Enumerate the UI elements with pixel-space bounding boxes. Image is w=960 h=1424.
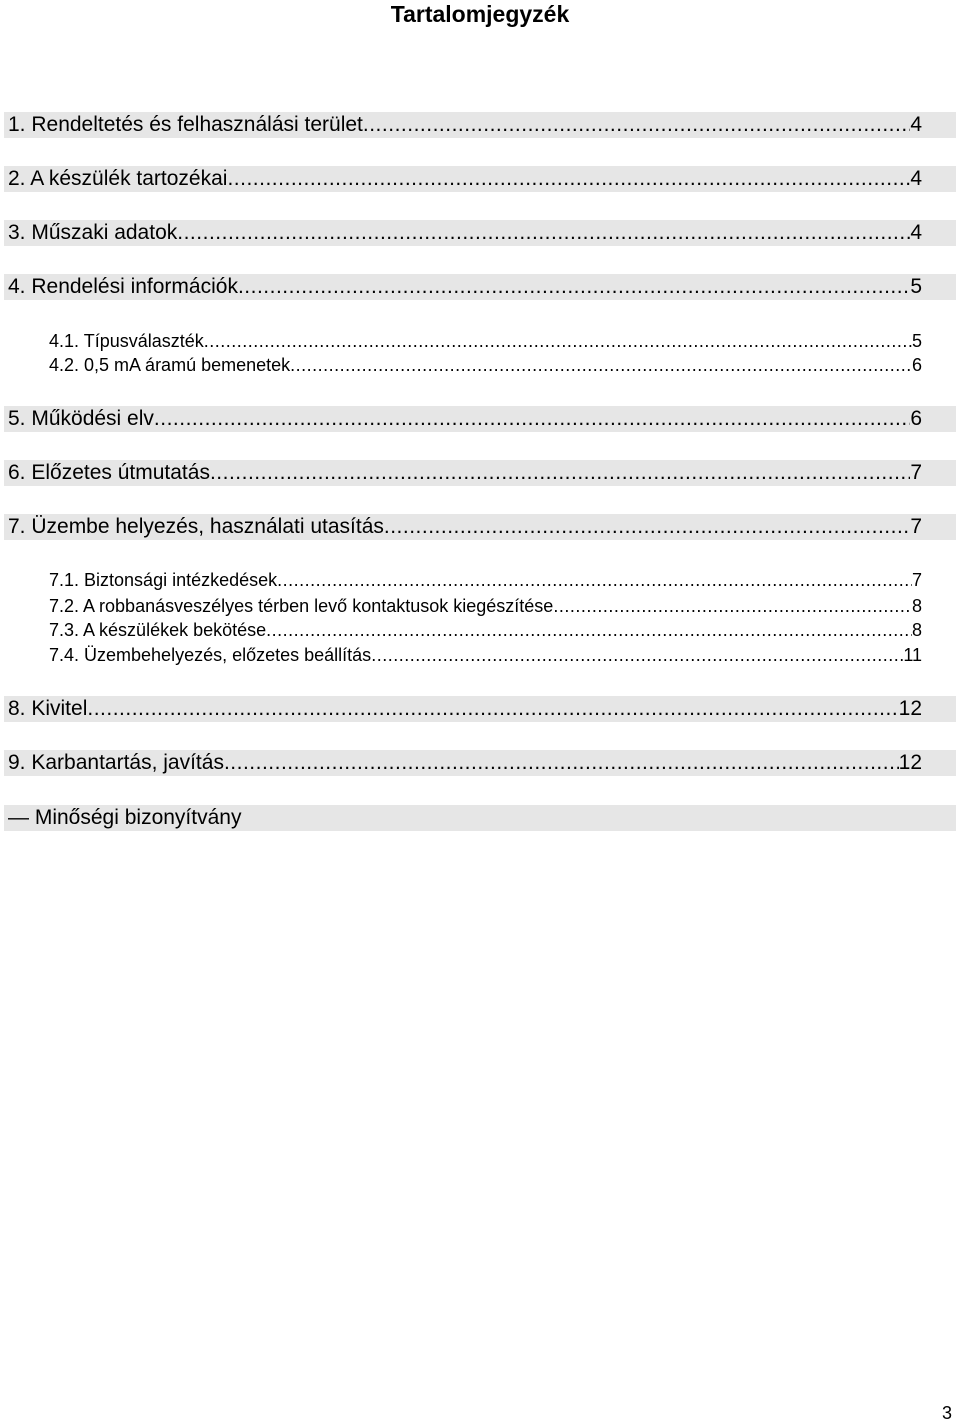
toc-entry-text: 7.2. A robbanásveszélyes térben levő kontaktusok kiegészítése <box>49 596 554 616</box>
page-number: 3 <box>941 1403 952 1423</box>
toc-entry-page: 4 <box>910 167 922 190</box>
toc-entry-page: 4 <box>910 221 922 244</box>
toc-entry-text: 7.3. A készülékek bekötése <box>49 620 267 640</box>
toc-entry[interactable] <box>4 569 956 591</box>
dot-leader <box>154 406 910 432</box>
toc-entry-page: 11 <box>903 645 922 665</box>
dot-leader <box>363 112 910 138</box>
dot-leader <box>227 166 910 192</box>
toc-entry-page: 6 <box>911 355 922 375</box>
toc-entry-page: 7 <box>910 461 922 484</box>
toc-entry-page: 4 <box>910 113 922 136</box>
dot-leader <box>224 750 899 776</box>
toc-entry-page: 12 <box>898 697 922 720</box>
toc-entry[interactable] <box>4 644 956 666</box>
toc-entry-page: 5 <box>911 331 922 351</box>
dot-leader <box>177 220 910 246</box>
toc-entry[interactable] <box>4 750 956 776</box>
dot-leader <box>204 330 912 352</box>
dot-leader <box>553 595 912 617</box>
toc-entry[interactable] <box>4 619 956 641</box>
toc-entry[interactable] <box>4 696 956 722</box>
toc-entry-page: 6 <box>910 407 922 430</box>
toc-entry-text: 3. Műszaki adatok <box>8 221 178 244</box>
dot-leader <box>238 274 910 300</box>
toc-entry-certificate[interactable] <box>4 805 956 831</box>
toc-entry[interactable] <box>4 166 956 192</box>
toc-entry-text: 4.1. Típusválaszték <box>49 331 204 351</box>
toc-entry-text: 7.1. Biztonsági intézkedések <box>49 570 278 590</box>
toc-entry-page: 8 <box>911 620 922 640</box>
toc-entry[interactable] <box>4 220 956 246</box>
toc-entry-text: 8. Kivitel <box>8 697 88 720</box>
toc-entry-text: 1. Rendeltetés és felhasználási terület <box>8 113 363 136</box>
dot-leader <box>277 569 912 591</box>
toc-entry[interactable] <box>4 330 956 352</box>
dot-leader <box>87 696 898 722</box>
toc-entry-text: 7.4. Üzembehelyezés, előzetes beállítás <box>49 645 372 665</box>
toc-entry-text: Minőségi bizonyítvány <box>34 806 242 829</box>
toc-entry[interactable] <box>4 514 956 540</box>
toc-entry[interactable] <box>4 406 956 432</box>
dot-leader <box>290 354 912 376</box>
toc-entry-page: 7 <box>910 515 922 538</box>
dot-leader <box>384 514 910 540</box>
toc-entry-text: 6. Előzetes útmutatás <box>8 461 210 484</box>
toc-entry-text: 5. Működési elv <box>8 407 154 430</box>
toc-entry[interactable] <box>4 354 956 376</box>
dot-leader <box>371 644 903 666</box>
toc-entry-text: 7. Üzembe helyezés, használati utasítás <box>8 515 384 538</box>
toc-entry-page: 12 <box>898 751 922 774</box>
toc-entry[interactable] <box>4 460 956 486</box>
toc-entry[interactable] <box>4 112 956 138</box>
dot-leader <box>210 460 910 486</box>
em-dash: — <box>8 806 29 829</box>
toc-entry[interactable] <box>4 274 956 300</box>
dot-leader <box>266 619 912 641</box>
page-title: Tartalomjegyzék <box>390 1 570 27</box>
toc-entry-text: 9. Karbantartás, javítás <box>8 751 224 774</box>
toc-entry-text: 2. A készülék tartozékai <box>8 167 228 190</box>
toc-entry-page: 5 <box>910 275 922 298</box>
toc-entry-page: 8 <box>911 596 922 616</box>
toc-entry-text: 4. Rendelési információk <box>8 275 238 298</box>
toc-entry-page: 7 <box>911 570 922 590</box>
toc-entry-text: 4.2. 0,5 mA áramú bemenetek <box>49 355 291 375</box>
toc-entry[interactable] <box>4 595 956 617</box>
